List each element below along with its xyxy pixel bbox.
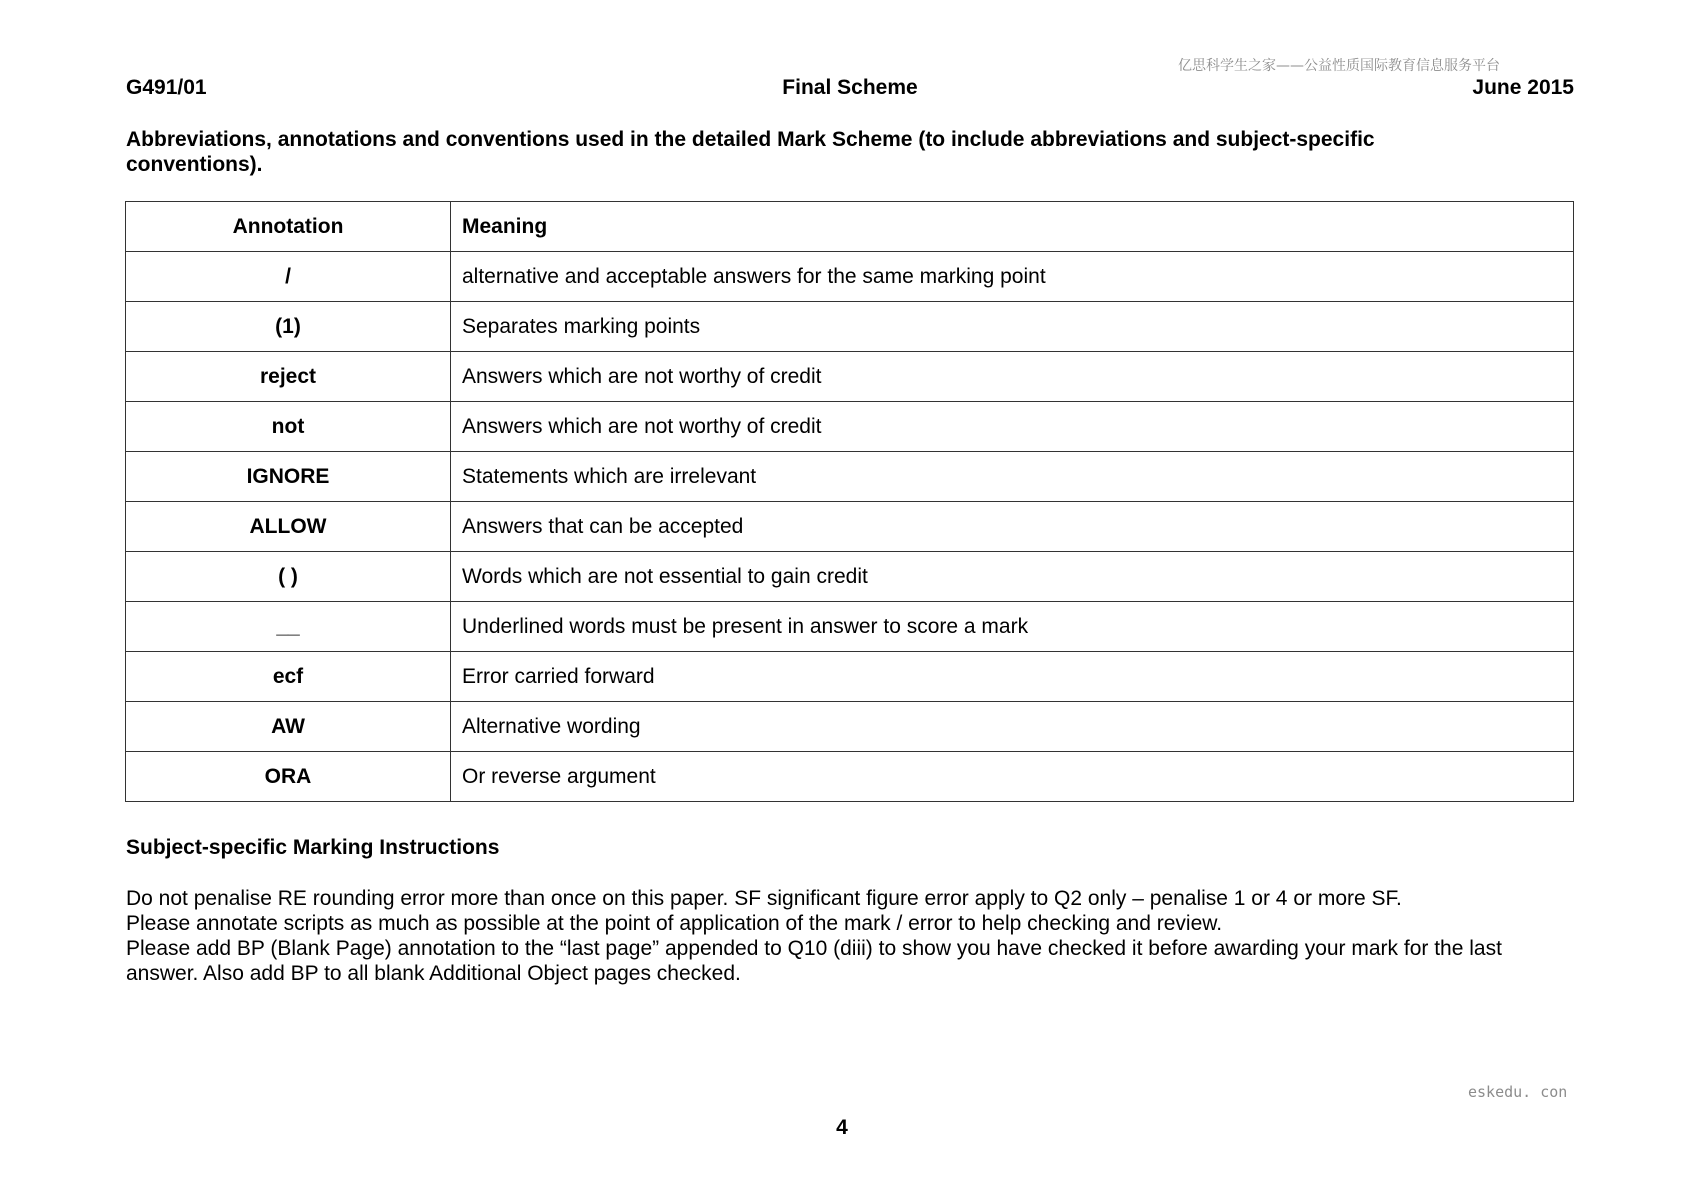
marking-instructions — [126, 886, 1576, 986]
table-row — [126, 602, 1574, 652]
table-row — [126, 452, 1574, 502]
watermark-top: 亿思科学生之家——公益性质国际教育信息服务平台 — [1178, 58, 1500, 74]
annotation-cell: IGNORE — [126, 452, 451, 502]
table-row — [126, 752, 1574, 802]
instruction-paragraph: Please annotate scripts as much as possible at the point of application of the mark / error to help checking and review. — [126, 912, 1223, 935]
table-row — [126, 252, 1574, 302]
column-header-annotation: Annotation — [126, 202, 451, 252]
subject-heading: Subject-specific Marking Instructions — [126, 836, 500, 859]
annotation-cell: / — [126, 252, 451, 302]
instruction-paragraph: Do not penalise RE rounding error more than once on this paper. SF significant figure error apply to Q2 only – penalise 1 or 4 or more SF. — [126, 887, 1402, 910]
meaning-cell: Or reverse argument — [451, 752, 1574, 802]
table-row — [126, 652, 1574, 702]
table-row — [126, 502, 1574, 552]
meaning-cell: Answers which are not worthy of credit — [451, 402, 1574, 452]
table-header-row — [126, 202, 1574, 252]
meaning-cell: Words which are not essential to gain credit — [451, 552, 1574, 602]
meaning-cell: Answers which are not worthy of credit — [451, 352, 1574, 402]
annotation-cell: AW — [126, 702, 451, 752]
exam-date: June 2015 — [1472, 76, 1574, 99]
annotations-table — [125, 201, 1574, 802]
paper-code: G491/01 — [126, 76, 207, 99]
annotation-cell: __ — [126, 602, 451, 652]
table-row — [126, 352, 1574, 402]
meaning-cell: Separates marking points — [451, 302, 1574, 352]
meaning-cell: Alternative wording — [451, 702, 1574, 752]
meaning-cell: Answers that can be accepted — [451, 502, 1574, 552]
annotation-cell: not — [126, 402, 451, 452]
annotation-cell: ALLOW — [126, 502, 451, 552]
table-row — [126, 402, 1574, 452]
page-header — [126, 76, 1574, 102]
page-title: Final Scheme — [782, 76, 918, 99]
meaning-cell: Error carried forward — [451, 652, 1574, 702]
meaning-cell: Statements which are irrelevant — [451, 452, 1574, 502]
table-row — [126, 702, 1574, 752]
annotation-cell: (1) — [126, 302, 451, 352]
section-heading: Abbreviations, annotations and conventions used in the detailed Mark Scheme (to include abbreviations and subject-specific conventions). — [126, 128, 1375, 176]
page-number: 4 — [836, 1116, 848, 1139]
annotation-cell: reject — [126, 352, 451, 402]
table-row — [126, 302, 1574, 352]
annotation-cell: ( ) — [126, 552, 451, 602]
watermark-bottom: eskedu. con — [1468, 1083, 1568, 1101]
column-header-meaning: Meaning — [451, 202, 1574, 252]
instruction-paragraph: Please add BP (Blank Page) annotation to the “last page” appended to Q10 (diii) to show you have checked it before awarding your mark for the last answer. Also add BP to all blank Additional Object pages checked. — [126, 937, 1502, 985]
annotation-cell: ORA — [126, 752, 451, 802]
annotation-cell: ecf — [126, 652, 451, 702]
table-row — [126, 552, 1574, 602]
meaning-cell: Underlined words must be present in answer to score a mark — [451, 602, 1574, 652]
meaning-cell: alternative and acceptable answers for the same marking point — [451, 252, 1574, 302]
